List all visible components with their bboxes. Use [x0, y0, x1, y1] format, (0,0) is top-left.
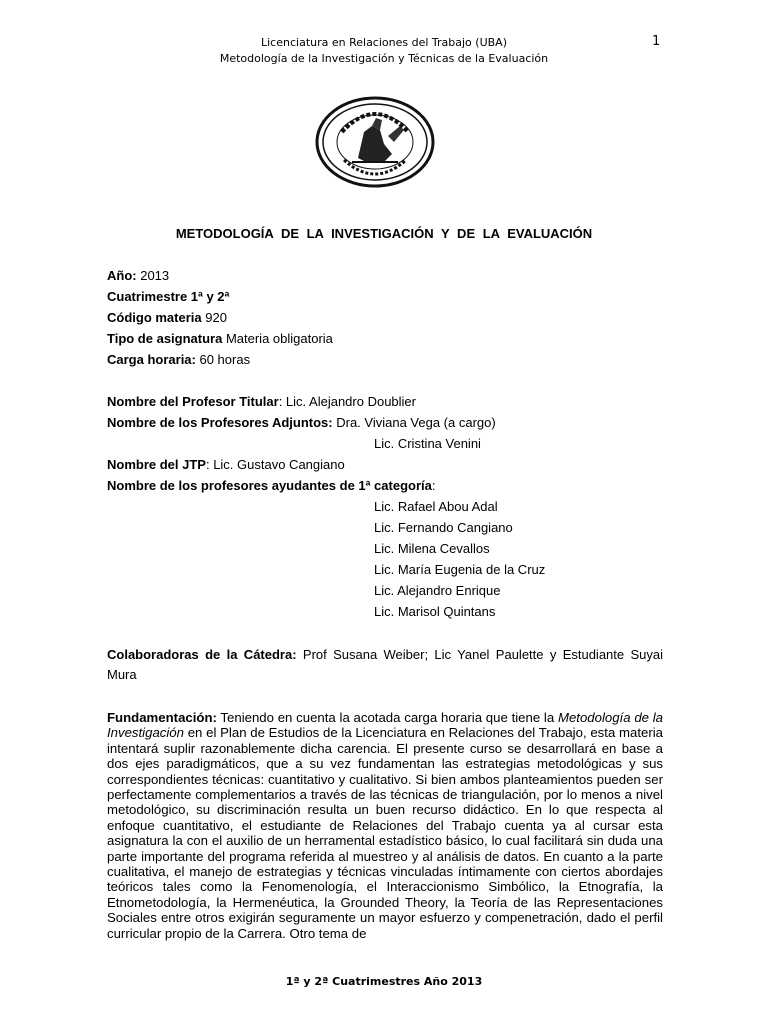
- fundamentacion-italic: Metodología de la Investigación: [107, 710, 664, 741]
- fundamentacion-label: Fundamentación:: [107, 710, 217, 725]
- ayudante-item: Lic. Milena Cevallos: [374, 541, 490, 556]
- codigo-row: [107, 310, 227, 325]
- ayudante-item: Lic. Alejandro Enrique: [374, 583, 501, 598]
- carga-value: 60 horas: [195, 352, 251, 367]
- header-line-2: Metodología de la Investigación y Técnicas de la Evaluación: [219, 52, 549, 65]
- ayudante-item: Lic. María Eugenia de la Cruz: [374, 562, 546, 577]
- page-number: 1: [652, 34, 661, 49]
- ayudantes-row: [107, 478, 436, 493]
- tipo-row: [107, 331, 333, 346]
- tipo-label: Tipo de asignatura: [107, 331, 223, 346]
- adjuntos-row: [107, 415, 496, 430]
- anio-row: [107, 268, 169, 283]
- jtp-row: [107, 457, 345, 472]
- jtp-label: Nombre del JTP: [107, 457, 206, 472]
- carga-label: Carga horaria:: [107, 352, 196, 367]
- adjuntos-label: Nombre de los Profesores Adjuntos:: [107, 415, 333, 430]
- cuatrimestre-label: Cuatrimestre 1ª y 2ª: [107, 289, 230, 304]
- document-title: METODOLOGÍA DE LA INVESTIGACIÓN Y DE LA EVALUACIÓN: [175, 226, 593, 241]
- ayudantes-colon: :: [431, 478, 436, 493]
- colaboradoras-paragraph: [107, 645, 663, 685]
- anio-value: 2013: [136, 268, 170, 283]
- adjuntos-value-1: Dra. Viviana Vega (a cargo): [332, 415, 496, 430]
- adjuntos-value-2: Lic. Cristina Venini: [374, 436, 481, 451]
- titular-value: : Lic. Alejandro Doublier: [278, 394, 416, 409]
- ayudante-item: Lic. Marisol Quintans: [374, 604, 496, 619]
- ayudante-item: Lic. Fernando Cangiano: [374, 520, 513, 535]
- titular-row: [107, 394, 416, 409]
- tipo-value: Materia obligatoria: [222, 331, 333, 346]
- ayudantes-label: Nombre de los profesores ayudantes de 1ª categoría: [107, 478, 432, 493]
- titular-label: Nombre del Profesor Titular: [107, 394, 279, 409]
- header-line-1: Licenciatura en Relaciones del Trabajo (UBA): [261, 36, 507, 49]
- anio-label: Año:: [107, 268, 137, 283]
- fundamentacion-text-2: en el Plan de Estudios de la Licenciatura en Relaciones del Trabajo, esta materia intentará suplir razonablemente dicha carencia. El presente curso se desarrollará en base a dos ejes paradigmáticos, que a su vez fundamentan las estrategias metodológicas y sus correspondientes técnicas: cuantitativo y cualitativo. Si bien ambos planteamientos pueden ser perfectamente complementarios a través de las técnicas de triangulación, por lo menos a nivel metodológico, su discriminación resulta un buen recurso didáctico. En lo que respecta al enfoque cuantitativo, el estudiante de Relaciones del Trabajo cuenta ya al cursar esta asignatura la con el auxilio de un herramental estadístico básico, lo cual facilitará sin duda una parte importante del programa referida al muestreo y al análisis de datos. En cuanto a la parte cualitativa, el manejo de estrategias y técnicas vinculadas íntimamente con ciertos abordajes teóricos tales como la Fenomenología, el Interaccionismo Simbólico, la Etnografía, la Etnometodología, la Hermenéutica, la Grounded Theory, la Teoría de las Representaciones Sociales entre otros exigirán seguramente un mayor esfuerzo y compenetración, dado el perfil curricular propio de la Carrera. Otro tema de: [107, 725, 663, 941]
- ayudante-item: Lic. Rafael Abou Adal: [374, 499, 498, 514]
- cuatrimestre-row: [107, 289, 229, 304]
- codigo-value: 920: [201, 310, 227, 325]
- fundamentacion-text-1: Teniendo en cuenta la acotada carga horaria que tiene la: [216, 710, 558, 725]
- carga-row: [107, 352, 250, 367]
- colaboradoras-text: Prof Susana Weiber; Lic Yanel Paulette y Estudiante Suyai Mura: [107, 647, 663, 682]
- fundamentacion-paragraph: [107, 710, 663, 941]
- jtp-value: : Lic. Gustavo Cangiano: [205, 457, 345, 472]
- page-footer: 1ª y 2ª Cuatrimestres Año 2013: [285, 975, 483, 988]
- university-seal-icon: [314, 96, 436, 188]
- colaboradoras-label: Colaboradoras de la Cátedra:: [107, 647, 297, 662]
- codigo-label: Código materia: [107, 310, 202, 325]
